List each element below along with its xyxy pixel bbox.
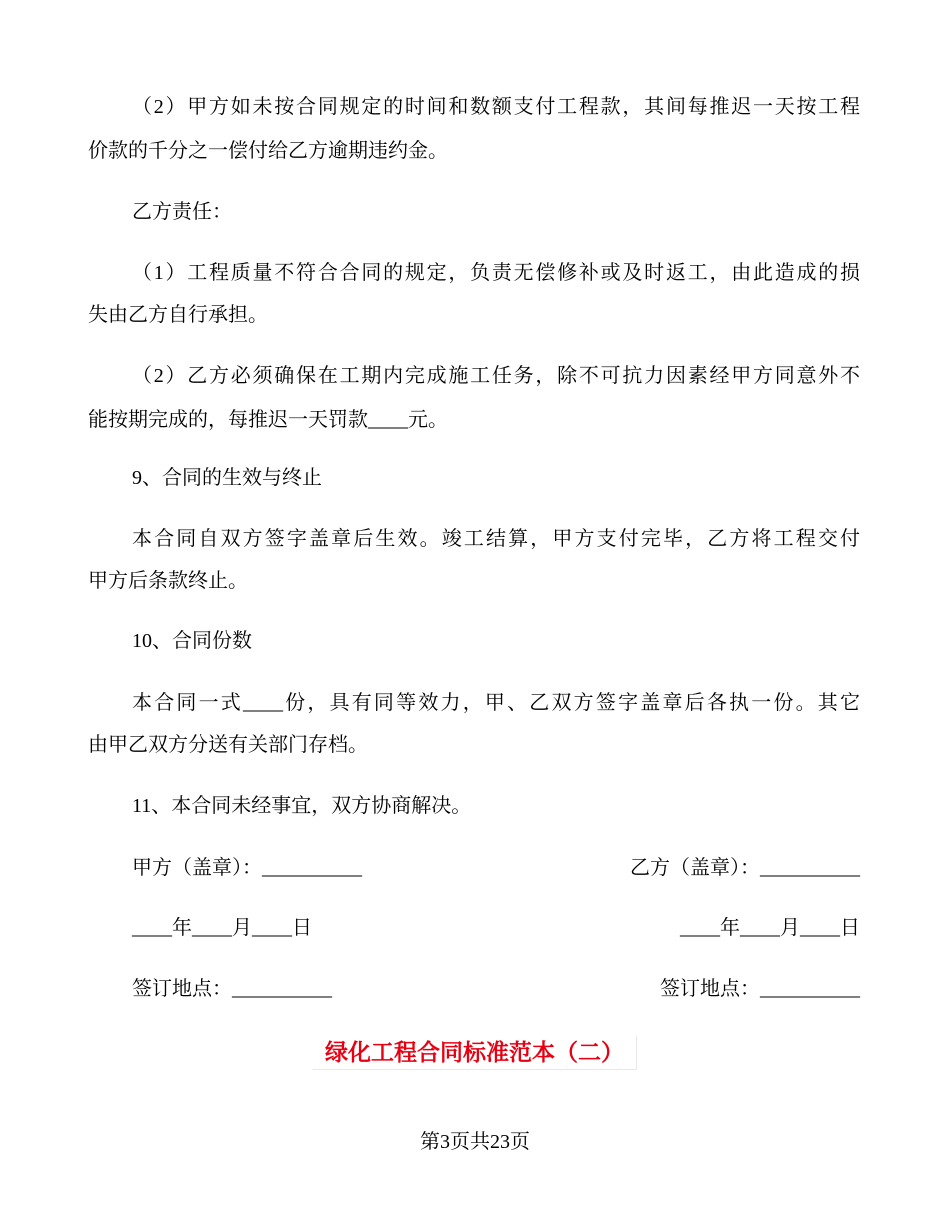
section-11-text: 11、本合同未经事宜，双方协商解决。 xyxy=(132,795,472,817)
party-a-place-field: 签订地点：__________ xyxy=(132,978,332,1000)
section-9-heading: 9、合同的生效与终止 xyxy=(132,467,322,489)
next-document-title-box xyxy=(312,1035,637,1070)
party-b-date-field: ____年____月____日 xyxy=(680,917,860,939)
page-indicator: 第3页共23页 xyxy=(420,1131,530,1153)
section-10-heading: 10、合同份数 xyxy=(132,630,252,652)
section-10-body-line-2: 由甲乙双方分送有关部门存档。 xyxy=(88,734,368,756)
late-payment-clause-line-1: （2）甲方如未按合同规定的时间和数额支付工程款，其间每推迟一天按工程 xyxy=(132,96,860,118)
party-a-seal-field: 甲方（盖章）：__________ xyxy=(132,857,362,879)
section-9-body-line-1: 本合同自双方签字盖章后生效。竣工结算，甲方支付完毕，乙方将工程交付 xyxy=(132,528,860,550)
party-b-seal-field: 乙方（盖章）：__________ xyxy=(630,857,860,879)
party-a-date-field: ____年____月____日 xyxy=(132,917,312,939)
party-b-item-1-line-2: 失由乙方自行承担。 xyxy=(88,304,268,326)
section-10-body-line-1: 本合同一式____份，具有同等效力，甲、乙双方签字盖章后各执一份。其它 xyxy=(132,692,860,714)
next-document-title: 绿化工程合同标准范本（二） xyxy=(325,1039,624,1066)
section-9-body-line-2: 甲方后条款终止。 xyxy=(88,570,248,592)
party-b-item-1-line-1: （1）工程质量不符合合同的规定，负责无偿修补或及时返工，由此造成的损 xyxy=(132,262,860,284)
party-b-item-2-line-1: （2）乙方必须确保在工期内完成施工任务，除不可抗力因素经甲方同意外不 xyxy=(132,365,860,387)
late-payment-clause-line-2: 价款的千分之一偿付给乙方逾期违约金。 xyxy=(88,140,448,162)
party-b-place-field: 签订地点：__________ xyxy=(660,978,860,1000)
party-b-responsibility-heading: 乙方责任： xyxy=(132,201,232,223)
party-b-item-2-line-2: 能按期完成的，每推迟一天罚款____元。 xyxy=(88,409,448,431)
